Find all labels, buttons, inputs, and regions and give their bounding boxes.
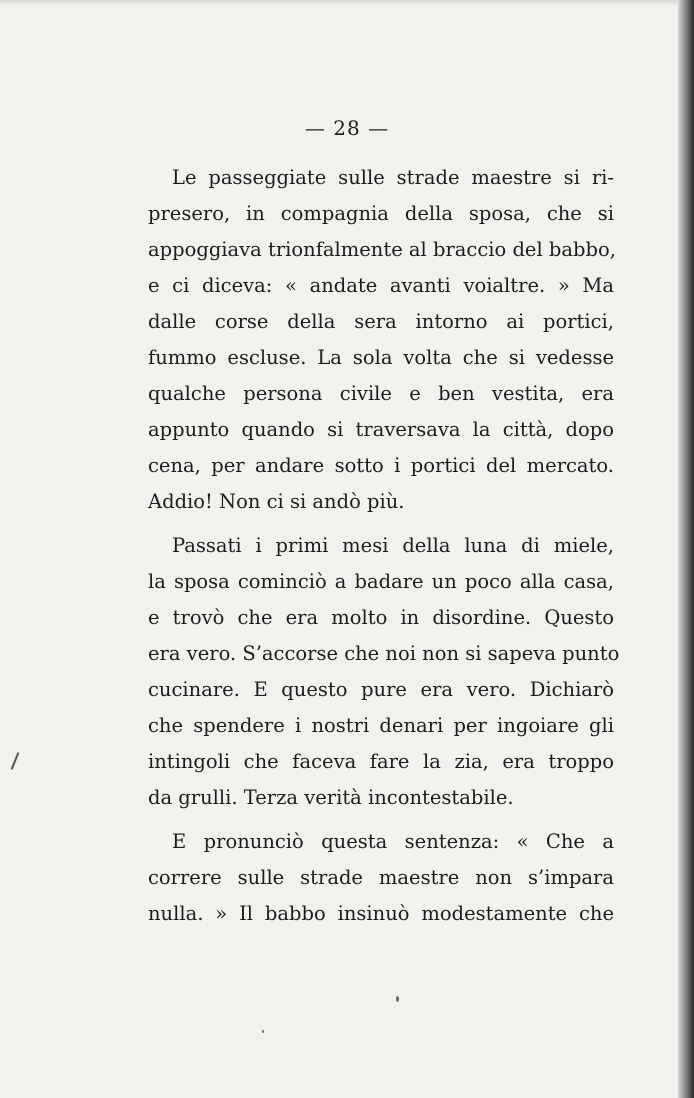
paragraph-gap — [148, 816, 614, 824]
text-line: cucinare. E questo pure era vero. Dichiarò — [148, 678, 614, 701]
text-line: appoggiava trionfalmente al braccio del babbo, — [148, 238, 616, 261]
text-line: nulla. » Il babbo insinuò modestamente che — [148, 902, 614, 925]
paragraph-1 — [148, 160, 614, 520]
paper-speck — [262, 1030, 264, 1033]
text-line: e trovò che era molto in disordine. Questo — [148, 606, 614, 629]
body-text — [148, 160, 620, 932]
text-line: cena, per andare sotto i portici del mercato. — [148, 454, 614, 477]
text-line: da grulli. Terza verità incontestabile. — [148, 786, 514, 809]
text-line: E pronunciò questa sentenza: « Che a — [172, 830, 614, 853]
text-line: qualche persona civile e ben vestita, era — [148, 382, 614, 405]
text-line: intingoli che faceva fare la zia, era troppo — [148, 750, 614, 773]
text-line: la sposa cominciò a badare un poco alla casa, — [148, 570, 614, 593]
text-line: presero, in compagnia della sposa, che si — [148, 202, 614, 225]
text-line: fummo escluse. La sola volta che si vedesse — [148, 346, 614, 369]
paragraph-3 — [148, 824, 614, 932]
page-binding-shadow — [678, 0, 694, 1098]
text-line: che spendere i nostri denari per ingoiare gli — [148, 714, 614, 737]
page-top-shadow — [0, 0, 694, 6]
text-line: Passati i primi mesi della luna di miele, — [172, 534, 614, 557]
text-line: era vero. S’accorse che noi non si sapeva punto — [148, 642, 620, 665]
text-line: correre sulle strade maestre non s’impara — [148, 866, 614, 889]
paragraph-gap — [148, 520, 614, 528]
stray-pencil-mark — [11, 752, 20, 769]
text-line: appunto quando si traversava la città, dopo — [148, 418, 614, 441]
text-line: Le passeggiate sulle strade maestre si ri- — [172, 166, 614, 189]
paragraph-2 — [148, 528, 620, 816]
text-line: Addio! Non ci si andò più. — [148, 490, 405, 513]
text-line: e ci diceva: « andate avanti voialtre. » Ma — [148, 274, 614, 297]
text-line: dalle corse della sera intorno ai portici, — [148, 310, 614, 333]
page-number: — 28 — — [304, 116, 390, 140]
paper-speck — [396, 996, 399, 1002]
